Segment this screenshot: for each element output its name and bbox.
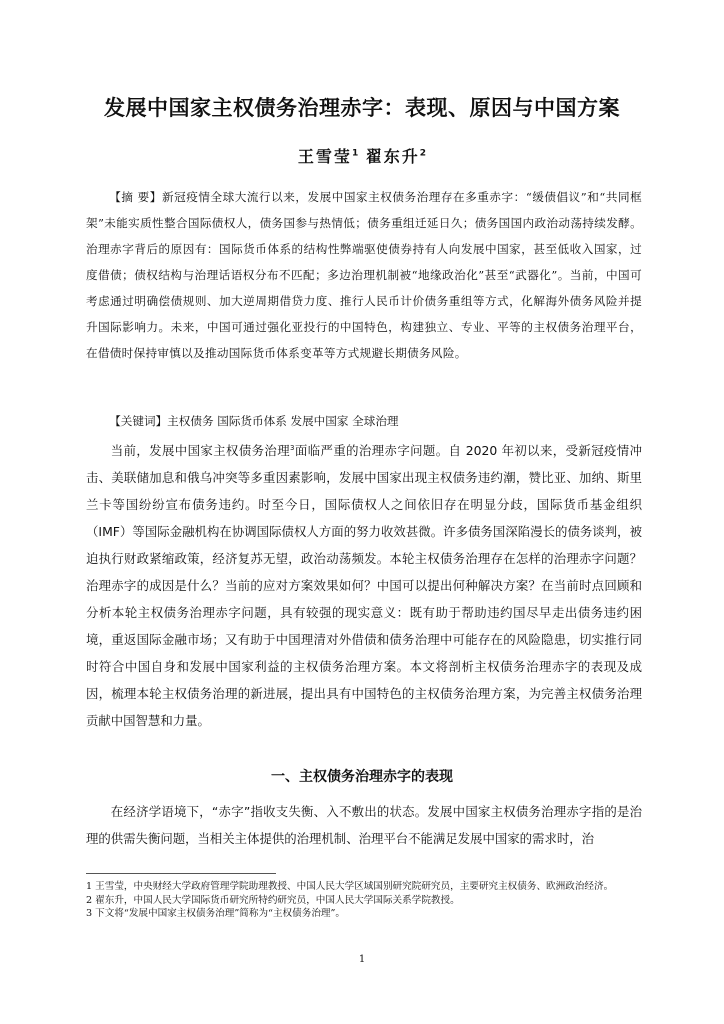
author-2-footnote-mark: 2 [419,148,427,159]
author-line [0,144,724,167]
author-1: 王雪莹 [297,147,352,166]
footnote-2: 2 翟东升，中国人民大学国际货币研究所特约研究员，中国人民大学国际关系学院教授。 [86,894,460,906]
keywords-label: 【关键词】 [109,414,168,428]
body-paragraph-2: 在经济学语境下，“赤字”指收支失衡、入不敷出的状态。发展中国家主权债务治理赤字指的是治理的供需失衡问题，当相关主体提供的治理机制、治理平台不能满足发展中国家的需求时，治 [86,804,642,846]
keywords-text: 主权债务 国际货币体系 发展中国家 全球治理 [167,414,399,428]
author-2: 翟东升 [365,147,420,166]
footnote-1: 1 王雪莹，中央财经大学政府管理学院助理教授、中国人民大学区域国别研究院研究员，主要研究主权债务、欧洲政治经济。 [86,881,614,892]
section-heading: 一、主权债务治理赤字的表现 [271,769,453,785]
keywords [86,411,642,431]
author-1-footnote-mark: 1 [351,148,359,159]
body-paragraph-1 [86,435,642,734]
footnotes [86,880,646,921]
abstract [86,184,642,366]
footnote-mark-3: 3 [290,444,295,452]
abstract-text: 新冠疫情全球大流行以来，发展中国家主权债务治理存在多重赤字：“缓债倡议”和“共同框架”未能实质性整合国际债权人，债务国参与热情低；债务重组迁延日久；债务国国内政治动荡持续发酵。治理赤字背后的原因有：国际货币体系的结构性弊端驱使债券持有人向发展中国家，甚至低收入国家，过度借债；债权结构与治理话语权分布不匹配；多边治理机制被“地缘政治化”甚至“武器化”。当前，中国可考虑通过明确偿债规则、加大逆周期借贷力度、推行人民币计价债务重组等方式，化解海外债务风险并提升国际影响力。未来，中国可通过强化亚投行的中国特色，构建独立、专业、平等的主权债务治理平台，在借债时保持审慎以及推动国际货币体系变革等方式规避长期债务风险。 [86,190,643,360]
page-number: 1 [358,954,366,965]
paper-title: 发展中国家主权债务治理赤字：表现、原因与中国方案 [104,96,620,120]
body-paragraph-1-rest: 面临严重的治理赤字问题。自 2020 年初以来，受新冠疫情冲击、美联储加息和俄乌冲突等多重因素影响，发展中国家出现主权债务违约潮，赞比亚、加纳、斯里兰卡等国纷纷宣布债务违约。时至今日，国际债权人之间依旧存在明显分歧，国际货币基金组织（IMF）等国际金融机构在协调国际债权人方面的努力收效甚微。许多债务国深陷漫长的债务谈判，被迫执行财政紧缩政策，经济复苏无望，政治动荡频发。本轮主权债务治理存在怎样的治理赤字问题？治理赤字的成因是什么？当前的应对方案效果如何？中国可以提出何种解决方案？在当前时点回顾和分析本轮主权债务治理赤字问题，具有较强的现实意义：既有助于帮助违约国尽早走出债务违约困境，重返国际金融市场；又有助于中国理清对外借债和债务治理中可能存在的风险隐患，切实推行同时符合中国自身和发展中国家利益的主权债务治理方案。本文将剖析主权债务治理赤字的表现及成因，梳理本轮主权债务治理的新进展，提出具有中国特色的主权债务治理方案，为完善主权债务治理贡献中国智慧和力量。 [86,443,642,729]
footnote-divider [86,873,276,874]
body-paragraph-1-start: 当前，发展中国家主权债务治理 [110,443,291,459]
abstract-label: 【摘 要】 [109,190,162,204]
footnote-3: 3 下文将“发展中国家主权债务治理”简称为“主权债务治理”。 [86,908,346,920]
